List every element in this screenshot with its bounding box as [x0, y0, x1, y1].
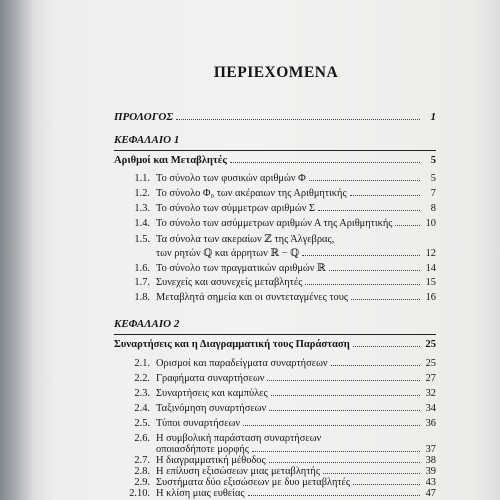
entry-title: Η διαγραμματική μέθοδος — [156, 455, 266, 466]
entry-title-continued: των ρητών ℚ και άρρητων ℝ − ℚ — [156, 248, 300, 259]
entry-number: 1.4. — [134, 218, 150, 229]
toc-entry — [96, 373, 436, 384]
entry-title: Συνεχείς και ασυνεχείς μεταβλητές — [156, 277, 303, 288]
toc-entry — [96, 477, 436, 488]
leader-dots — [252, 451, 420, 452]
entry-title: Το σύνολο των φυσικών αριθμών Φ — [156, 173, 306, 184]
binding-shadow — [0, 0, 34, 500]
leader-dots — [271, 395, 420, 396]
toc-entry — [96, 466, 436, 477]
entry-title: Το σύνολο των πραγματικών αριθμών ℝ — [156, 263, 326, 274]
entry-number: 1.7. — [134, 277, 150, 288]
entry-page: 36 — [425, 418, 436, 429]
entry-number: 1.2. — [134, 188, 150, 199]
toc-entry-continued — [96, 247, 436, 259]
page-title: ΠΕΡΙΕΧΟΜΕΝΑ — [213, 64, 339, 81]
leader-dots — [350, 195, 420, 196]
entry-title: Τα σύνολα των ακεραίων ℤ της Άλγεβρας, — [156, 234, 335, 245]
entry-page: 25 — [425, 358, 436, 369]
entry-page: 10 — [425, 218, 436, 229]
entry-number: 2.9. — [134, 477, 150, 488]
entry-page: 32 — [425, 388, 436, 399]
entry-title: Η επίλυση εξισώσεων μιας μεταβλητής — [156, 466, 320, 477]
entry-page: 12 — [425, 248, 436, 259]
section-label: Συναρτήσεις και η Διαγραμματική τους Παράσταση — [114, 339, 350, 350]
entry-number: 2.3. — [134, 388, 150, 399]
chapter-2-rule — [114, 334, 436, 335]
leader-dots — [331, 365, 420, 366]
entry-number: 2.10. — [129, 488, 150, 499]
entry-title-continued: οποιασδήποτε μορφής — [156, 444, 249, 455]
entry-page: 39 — [425, 466, 436, 477]
entry-number: 1.1. — [134, 173, 150, 184]
leader-dots — [269, 410, 420, 411]
toc-entry — [96, 233, 436, 245]
chapter-1-label: ΚΕΦΑΛΑΙΟ 1 — [114, 134, 180, 146]
entry-page: 43 — [425, 477, 436, 488]
entry-number: 2.1. — [134, 358, 150, 369]
entry-page: 14 — [425, 263, 436, 274]
entry-page: 27 — [425, 373, 436, 384]
toc-entry — [96, 455, 436, 466]
leader-dots — [305, 284, 420, 285]
entry-page: 15 — [425, 277, 436, 288]
entry-page: 5 — [430, 173, 436, 184]
entry-title: Ταξινόμηση συναρτήσεων — [156, 403, 267, 414]
entry-page: 16 — [425, 292, 436, 303]
toc-entry — [96, 433, 436, 444]
entry-number: 2.6. — [134, 433, 150, 444]
entry-title: Η συμβολική παράσταση συναρτήσεων — [156, 433, 322, 444]
entry-title: Μεταβλητά σημεία και οι συντεταγμένες τους — [156, 292, 349, 303]
entry-number: 1.8. — [134, 292, 150, 303]
entry-page: 8 — [430, 203, 436, 214]
toc-entry — [96, 292, 436, 303]
entry-title: Τύποι συναρτήσεων — [156, 418, 241, 429]
chapter-1-section — [96, 155, 436, 166]
chapter-1-rule — [114, 150, 436, 151]
entry-title: Συστήματα δύο εξισώσεων με δυο μεταβλητές — [156, 477, 351, 488]
leader-dots — [302, 255, 420, 256]
leader-dots — [248, 495, 420, 496]
entry-number: 1.5. — [134, 234, 150, 245]
section-label: Αριθμοί και Μεταβλητές — [114, 155, 227, 166]
leader-dots — [230, 162, 420, 163]
leader-dots — [329, 270, 420, 271]
entry-title: Το σύνολο Φ₀ των ακέραιων της Αριθμητικής — [156, 188, 347, 199]
leader-dots — [243, 425, 420, 426]
leader-dots — [267, 380, 420, 381]
toc-entry — [96, 488, 436, 499]
entry-number: 1.6. — [134, 263, 150, 274]
entry-number: 2.5. — [134, 418, 150, 429]
leader-dots — [176, 119, 420, 120]
entry-title: Συναρτήσεις και καμπύλες — [156, 388, 268, 399]
contents-page — [96, 0, 456, 500]
toc-entry-continued — [96, 444, 436, 455]
chapter-2-label: ΚΕΦΑΛΑΙΟ 2 — [114, 318, 180, 330]
toc-entry — [96, 203, 436, 214]
section-page: 25 — [425, 339, 436, 350]
toc-entry — [96, 277, 436, 288]
toc-entry — [96, 358, 436, 369]
entry-title: Ορισμοί και παραδείγματα συναρτήσεων — [156, 358, 328, 369]
leader-dots — [323, 473, 420, 474]
entry-title: Το σύνολο των ασύμμετρων αριθμών Α της Αριθμητικής — [156, 218, 393, 229]
toc-entry — [96, 418, 436, 429]
prologue-label: ΠΡΟΛΟΓΟΣ — [114, 111, 174, 123]
entry-title: Η κλίση μιας ευθείας — [156, 488, 245, 499]
entry-number: 2.7. — [134, 455, 150, 466]
entry-number: 1.3. — [134, 203, 150, 214]
leader-dots — [395, 225, 420, 226]
toc-entry — [96, 388, 436, 399]
entry-page: 38 — [425, 455, 436, 466]
entry-title: Το σύνολο των σύμμετρων αριθμών Σ — [156, 203, 316, 214]
entry-page: 37 — [425, 444, 436, 455]
entry-number: 2.8. — [134, 466, 150, 477]
toc-entry — [96, 218, 436, 229]
prologue-page: 1 — [430, 111, 436, 123]
chapter-1-heading — [96, 134, 436, 146]
leader-dots — [318, 210, 420, 211]
entry-number: 2.2. — [134, 373, 150, 384]
chapter-2-heading — [96, 318, 436, 330]
entry-number: 2.4. — [134, 403, 150, 414]
leader-dots — [269, 462, 420, 463]
prologue-entry — [96, 111, 436, 123]
leader-dots — [353, 484, 420, 485]
entry-title: Γραφήματα συναρτήσεων — [156, 373, 265, 384]
entry-page: 7 — [430, 188, 436, 199]
toc-entry — [96, 188, 436, 199]
leader-dots — [353, 346, 420, 347]
section-page: 5 — [430, 155, 436, 166]
entry-page: 34 — [425, 403, 436, 414]
leader-dots — [309, 180, 420, 181]
toc-entry — [96, 403, 436, 414]
entry-page: 47 — [425, 488, 436, 499]
toc-entry — [96, 262, 436, 274]
toc-entry — [96, 173, 436, 184]
chapter-2-section — [96, 339, 436, 350]
leader-dots — [351, 299, 420, 300]
